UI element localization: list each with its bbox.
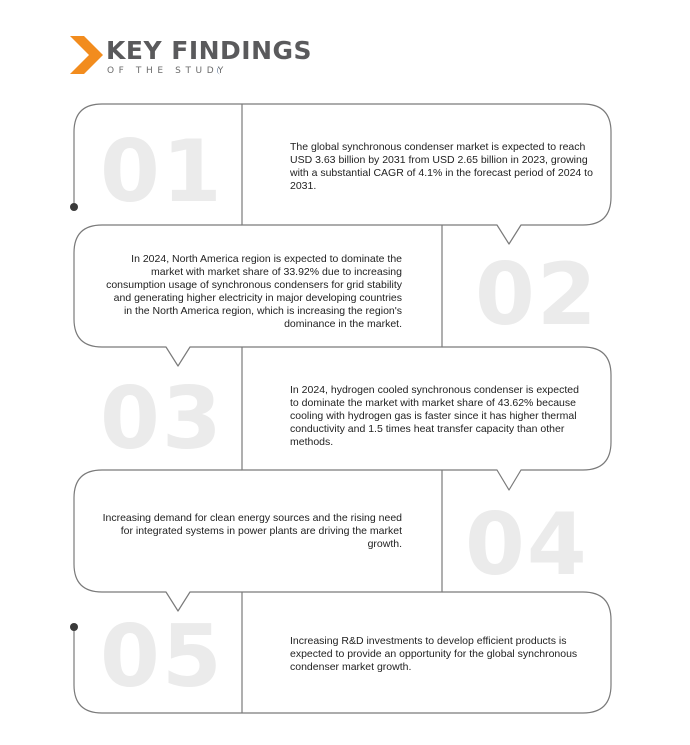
finding-text-02: In 2024, North America region is expected to dominate the market with market share of 33.92% due to increasing consumption usage of synchronous condensers for grid stability and generating higher electricity in major developing countries in the North America region, which is increasing the region's dominance in the market. [106, 253, 402, 330]
finding-number-04: 04 [465, 495, 589, 595]
finding-text-03: In 2024, hydrogen cooled synchronous condenser is expected to dominate the market with market share of 43.62% because cooling with hydrogen gas is faster since it has higher thermal conductivity and 1.5 times heat transfer capacity than other methods. [290, 384, 579, 448]
finding-number-05: 05 [100, 607, 224, 707]
finding-text-04: Increasing demand for clean energy sources and the rising need for integrated systems in power plants are driving the market growth. [102, 512, 402, 550]
finding-number-01: 01 [100, 122, 224, 222]
finding-number-02: 02 [475, 245, 599, 345]
finding-text-05: Increasing R&D investments to develop efficient products is expected to provide an opportunity for the global synchronous condenser market growth. [290, 635, 578, 673]
finding-number-03: 03 [100, 369, 224, 469]
timeline-start-dot [70, 203, 78, 211]
page-title: KEY FINDINGS [106, 36, 313, 65]
page-subtitle: OF THE STUDY [107, 66, 228, 76]
timeline-end-dot [70, 623, 78, 631]
finding-text-01: The global synchronous condenser market is expected to reach USD 3.63 billion by 2031 from USD 2.65 billion in 2023, growing with a substantial CAGR of 4.1% in the forecast period of 2024 to 2031. [290, 141, 593, 192]
